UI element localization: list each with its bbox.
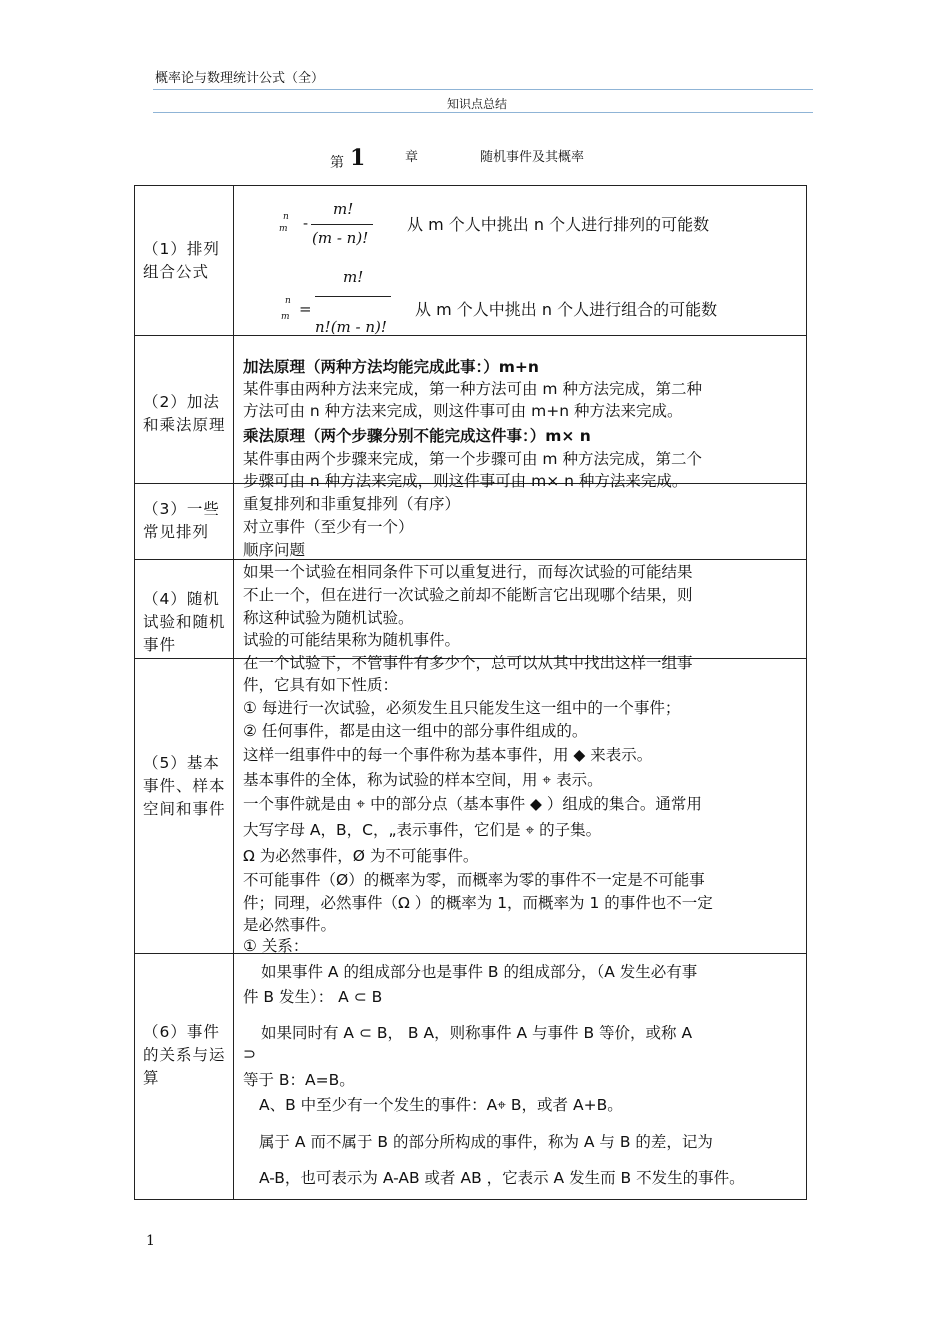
- chapter-suffix: 章: [405, 150, 419, 165]
- event-relation-text: 件 B 发生）： A ⊂ B: [243, 988, 383, 1006]
- page-number: 1: [146, 1233, 155, 1249]
- addition-principle-heading: 加法原理（两种方法均能完成此事：）m+n: [243, 358, 539, 376]
- event-relation-text: 如果同时有 A ⊂ B， B A，则称事件 A 与事件 B 等价，或称 A: [261, 1024, 693, 1042]
- multiplication-principle-text: 步骤可由 n 种方法来完成，则这件事可由 m× n 种方法来完成。: [243, 472, 688, 490]
- row-label-add-multiply: （2）加法和乘法原理: [143, 393, 226, 434]
- common-permutation-item: 对立事件（至少有一个）: [243, 518, 414, 536]
- comb-description: 从 m 个人中挑出 n 个人进行组合的可能数: [415, 300, 718, 319]
- common-permutation-item: 顺序问题: [243, 541, 306, 559]
- sample-space-text: 基本事件的全体，称为试验的样本空间，用 ⌖ 表示。: [243, 771, 603, 789]
- comb-numerator: m!: [343, 268, 364, 286]
- row-divider: [135, 335, 806, 336]
- perm-dash: -: [303, 214, 309, 232]
- formula-table: [134, 185, 807, 1200]
- perm-description: 从 m 个人中挑出 n 个人进行排列的可能数: [407, 215, 710, 234]
- event-relation-text: 如果事件 A 的组成部分也是事件 B 的组成部分，（A 发生必有事: [261, 963, 698, 981]
- random-experiment-text: 不止一个，但在进行一次试验之前却不能断言它出现哪个结果，则: [243, 586, 693, 604]
- row-label-random-experiment: （4）随机试验和随机事件: [143, 590, 226, 654]
- sample-space-text: Ω 为必然事件，Ø 为不可能事件。: [243, 847, 479, 865]
- sample-space-text: ② 任何事件，都是由这一组中的部分事件组成的。: [243, 722, 588, 740]
- sample-space-text: 不可能事件（Ø）的概率为零，而概率为零的事件不一定是不可能事: [243, 871, 705, 889]
- perm-fraction-bar: [311, 224, 373, 225]
- comb-symbol-m: m: [281, 312, 290, 322]
- random-experiment-text: 试验的可能结果称为随机事件。: [243, 631, 461, 649]
- sample-space-text: 在一个试验下，不管事件有多少个，总可以从其中找出这样一组事: [243, 654, 693, 672]
- chapter-name: 随机事件及其概率: [480, 150, 585, 165]
- row-label-sample-space: （5）基本事件、样本空间和事件: [143, 754, 226, 818]
- event-relation-text: 属于 A 而不属于 B 的部分所构成的事件，称为 A 与 B 的差，记为: [259, 1133, 713, 1151]
- addition-principle-text: 方法可由 n 种方法来完成，则这件事可由 m+n 种方法来完成。: [243, 402, 683, 420]
- row-label-event-relations: （6）事件的关系与运算: [143, 1023, 226, 1087]
- sample-space-text: 大写字母 A，B，C，„表示事件，它们是 ⌖ 的子集。: [243, 821, 602, 839]
- perm-denominator: (m - n)!: [312, 229, 369, 247]
- sample-space-text: ① 每进行一次试验，必须发生且只能发生这一组中的一个事件；: [243, 699, 681, 717]
- comb-symbol-n: n: [285, 296, 291, 306]
- sample-space-text: 件；同理，必然事件（Ω ）的概率为 1，而概率为 1 的事件也不一定: [243, 894, 713, 912]
- perm-symbol-n: n: [283, 212, 289, 222]
- header-rule-bottom: [153, 112, 813, 113]
- sample-space-text: 件，它具有如下性质：: [243, 676, 399, 694]
- event-relation-text: 等于 B：A=B。: [243, 1071, 355, 1089]
- event-relation-text: A、B 中至少有一个发生的事件：A⌖ B，或者 A+B。: [259, 1096, 623, 1114]
- table-column-divider: [233, 186, 234, 1199]
- sample-space-text: 是必然事件。: [243, 916, 337, 934]
- comb-fraction-bar: [315, 296, 391, 297]
- perm-numerator: m!: [333, 200, 354, 218]
- document-subtitle: 知识点总结: [447, 97, 508, 111]
- event-relation-symbol: ⊃: [243, 1045, 256, 1063]
- sample-space-text: 一个事件就是由 ⌖ 中的部分点（基本事件 ◆ ）组成的集合。通常用: [243, 795, 702, 813]
- perm-symbol-m: m: [279, 224, 288, 234]
- event-relation-text: A-B，也可表示为 A-AB 或者 AB ，它表示 A 发生而 B 不发生的事件。: [259, 1169, 745, 1187]
- chapter-number: 1: [350, 145, 366, 171]
- chapter-prefix: 第: [330, 155, 344, 171]
- document-title: 概率论与数理统计公式（全）: [155, 71, 325, 86]
- row-label-common-permutations: （3）一些常见排列: [143, 500, 220, 541]
- random-experiment-text: 如果一个试验在相同条件下可以重复进行，而每次试验的可能结果: [243, 563, 693, 581]
- common-permutation-item: 重复排列和非重复排列（有序）: [243, 495, 461, 513]
- multiplication-principle-text: 某件事由两个步骤来完成，第一个步骤可由 m 种方法完成，第二个: [243, 450, 702, 468]
- multiplication-principle-heading: 乘法原理（两个步骤分别不能完成这件事：）m× n: [243, 427, 591, 445]
- header-rule-top: [153, 89, 813, 90]
- comb-equals: =: [299, 300, 312, 318]
- comb-denominator: n!(m - n)!: [315, 318, 387, 336]
- sample-space-text: ① 关系：: [243, 937, 309, 955]
- sample-space-text: 这样一组事件中的每一个事件称为基本事件，用 ◆ 来表示。: [243, 746, 653, 764]
- row-label-permutation: （1）排列组合公式: [143, 240, 220, 281]
- random-experiment-text: 称这种试验为随机试验。: [243, 609, 414, 627]
- addition-principle-text: 某件事由两种方法来完成，第一种方法可由 m 种方法完成，第二种: [243, 380, 702, 398]
